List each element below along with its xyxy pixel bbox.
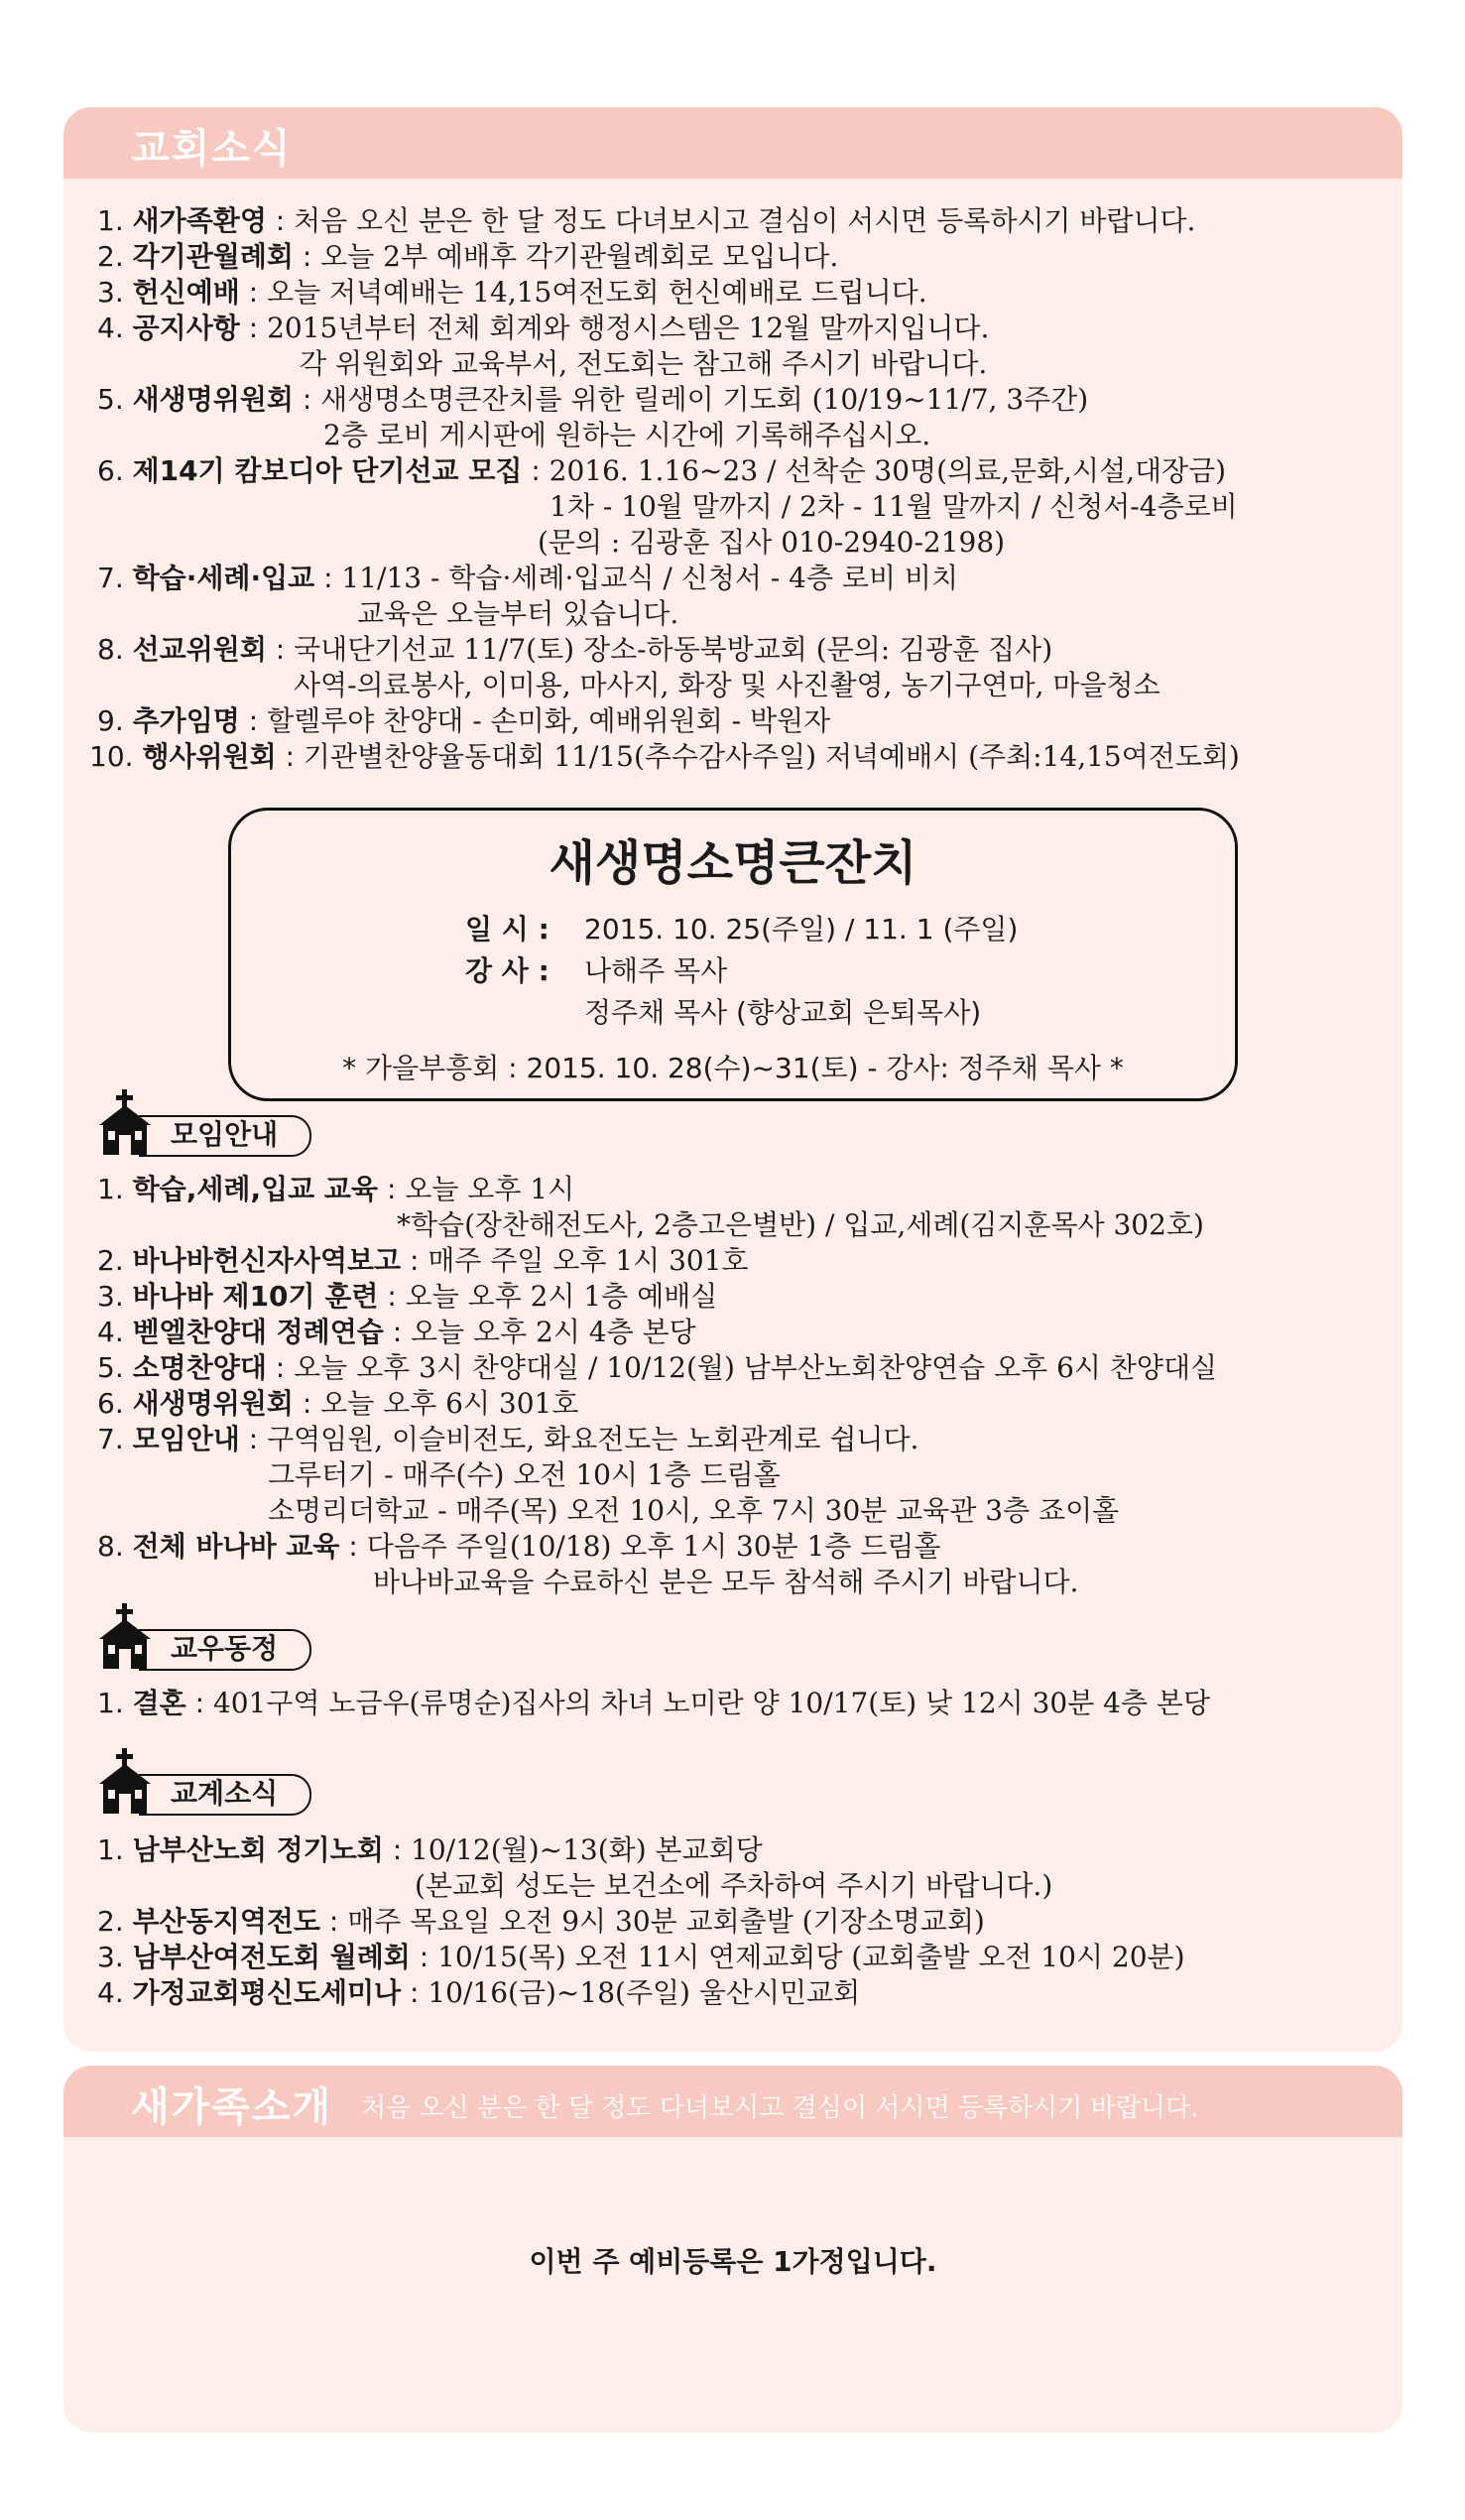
denomination-item-3: 3. 남부산여전도회 월례회 : 10/15(목) 오전 11시 연제교회당 (교회출발 오전 10시 20분): [97, 1941, 1185, 1973]
denomination-section-header: [95, 1748, 333, 1818]
church-icon: [95, 1603, 155, 1669]
new-family-subtitle: 처음 오신 분은 한 달 정도 다녀보시고 결심이 서시면 등록하시기 바랍니다.: [361, 2093, 1199, 2123]
event-speaker-1: 나해주 목사: [584, 954, 728, 987]
meetings-section-header: [95, 1089, 333, 1159]
meeting-item-7-cont2: 소명리더학교 - 매주(목) 오전 10시, 오후 7시 30분 교육관 3층 죠이홀: [268, 1494, 1120, 1527]
news-item-9: 9. 추가임명 : 할렐루야 찬양대 - 손미화, 예배위원회 - 박원자: [97, 704, 831, 737]
denomination-item-1: 1. 남부산노회 정기노회 : 10/12(월)~13(화) 본교회당: [97, 1833, 763, 1866]
news-item-6-cont: 1차 - 10월 말까지 / 2차 - 11월 말까지 / 신청서-4층로비: [549, 490, 1238, 523]
church-icon: [95, 1089, 155, 1155]
news-item-2: 2. 각기관월례회 : 오늘 2부 예배후 각기관월례회로 모입니다.: [97, 240, 839, 273]
meeting-item-1: 1. 학습,세례,입교 교육 : 오늘 오후 1시: [97, 1173, 575, 1205]
denomination-item-1-cont: (본교회 성도는 보건소에 주차하여 주시기 바랍니다.): [415, 1869, 1053, 1902]
news-item-6-cont2: (문의 : 김광훈 집사 010-2940-2198): [538, 526, 1006, 559]
church-news-header: [63, 107, 1403, 179]
news-item-5: 5. 새생명위원회 : 새생명소명큰잔치를 위한 릴레이 기도회 (10/19~11/7, 3주간): [97, 383, 1089, 416]
new-family-body: 이번 주 예비등록은 1가정입니다.: [529, 2245, 937, 2278]
news-item-4-cont: 각 위원회와 교육부서, 전도회는 참고해 주시기 바랍니다.: [300, 347, 988, 380]
meeting-item-1-cont: *학습(장찬해전도사, 2층고은별반) / 입교,세례(김지훈목사 302호): [397, 1208, 1204, 1241]
meeting-item-2: 2. 바나바헌신자사역보고 : 매주 주일 오후 1시 301호: [97, 1244, 749, 1277]
denomination-item-4: 4. 가정교회평신도세미나 : 10/16(금)~18(주일) 울산시민교회: [97, 1976, 861, 2009]
news-item-7-cont: 교육은 오늘부터 있습니다.: [357, 597, 679, 630]
members-title: 교우동정: [171, 1632, 279, 1665]
news-item-8-cont: 사역-의료봉사, 이미용, 마사지, 화장 및 사진촬영, 농기구연마, 마을청소: [294, 669, 1160, 701]
meeting-item-8: 8. 전체 바나바 교육 : 다음주 주일(10/18) 오후 1시 30분 1층 드림홀: [97, 1530, 941, 1563]
meetings-title: 모임안내: [171, 1118, 279, 1151]
meeting-item-7: 7. 모임안내 : 구역임원, 이슬비전도, 화요전도는 노회관계로 쉽니다.: [97, 1423, 919, 1455]
news-item-10: 10. 행사위원회 : 기관별찬양율동대회 11/15(추수감사주일) 저녁예배시 (주최:14,15여전도회): [89, 740, 1240, 773]
meeting-item-3: 3. 바나바 제10기 훈련 : 오늘 오후 2시 1층 예배실: [97, 1280, 718, 1313]
church-news-panel: [63, 107, 1403, 2052]
event-revival-note: * 가을부흥회 : 2015. 10. 28(수)~31(토) - 강사: 정주채 목사 *: [342, 1052, 1124, 1084]
church-news-title: 교회소식: [131, 126, 293, 172]
news-item-8: 8. 선교위원회 : 국내단기선교 11/7(토) 장소-하동북방교회 (문의: 김광훈 집사): [97, 633, 1053, 666]
members-section-header: [95, 1603, 333, 1673]
new-family-header: [63, 2066, 1403, 2137]
denomination-title: 교계소식: [171, 1777, 279, 1810]
meeting-item-6: 6. 새생명위원회 : 오늘 오후 6시 301호: [97, 1387, 579, 1420]
news-item-1: 1. 새가족환영 : 처음 오신 분은 한 달 정도 다녀보시고 결심이 서시면 등록하시기 바랍니다.: [97, 204, 1196, 237]
meeting-item-7-cont: 그루터기 - 매주(수) 오전 10시 1층 드림홀: [268, 1458, 781, 1491]
news-item-4: 4. 공지사항 : 2015년부터 전체 회계와 행정시스템은 12월 말까지입니다.: [97, 312, 990, 344]
news-item-3: 3. 헌신예배 : 오늘 저녁예배는 14,15여전도회 헌신예배로 드립니다.: [97, 276, 927, 309]
event-speaker-label: 강 사 :: [465, 954, 549, 987]
meeting-item-5: 5. 소명찬양대 : 오늘 오후 3시 찬양대실 / 10/12(월) 남부산노회찬양연습 오후 6시 찬양대실: [97, 1351, 1218, 1384]
new-family-panel: [63, 2066, 1403, 2433]
revival-event-box: [228, 808, 1238, 1101]
event-speaker-2: 정주채 목사 (향상교회 은퇴목사): [584, 996, 982, 1029]
meeting-item-4: 4. 벧엘찬양대 정례연습 : 오늘 오후 2시 4층 본당: [97, 1316, 696, 1348]
event-date-value: 2015. 10. 25(주일) / 11. 1 (주일): [584, 913, 1019, 945]
news-item-7: 7. 학습·세례·입교 : 11/13 - 학습·세례·입교식 / 신청서 - 4층 로비 비치: [97, 562, 959, 594]
member-item-1: 1. 결혼 : 401구역 노금우(류명순)집사의 차녀 노미란 양 10/17(토) 낮 12시 30분 4층 본당: [97, 1687, 1211, 1719]
new-family-title: 새가족소개: [131, 2084, 333, 2130]
news-item-6: 6. 제14기 캄보디아 단기선교 모집 : 2016. 1.16~23 / 선착순 30명(의료,문화,시설,대장금): [97, 454, 1227, 487]
denomination-item-2: 2. 부산동지역전도 : 매주 목요일 오전 9시 30분 교회출발 (기장소명교회): [97, 1905, 985, 1938]
event-date-label: 일 시 :: [465, 913, 549, 945]
church-icon: [95, 1748, 155, 1814]
meeting-item-8-cont: 바나바교육을 수료하신 분은 모두 참석해 주시기 바랍니다.: [373, 1566, 1079, 1598]
news-item-5-cont: 2층 로비 게시판에 원하는 시간에 기록해주십시오.: [323, 419, 931, 451]
event-title: 새생명소명큰잔치: [549, 835, 917, 891]
